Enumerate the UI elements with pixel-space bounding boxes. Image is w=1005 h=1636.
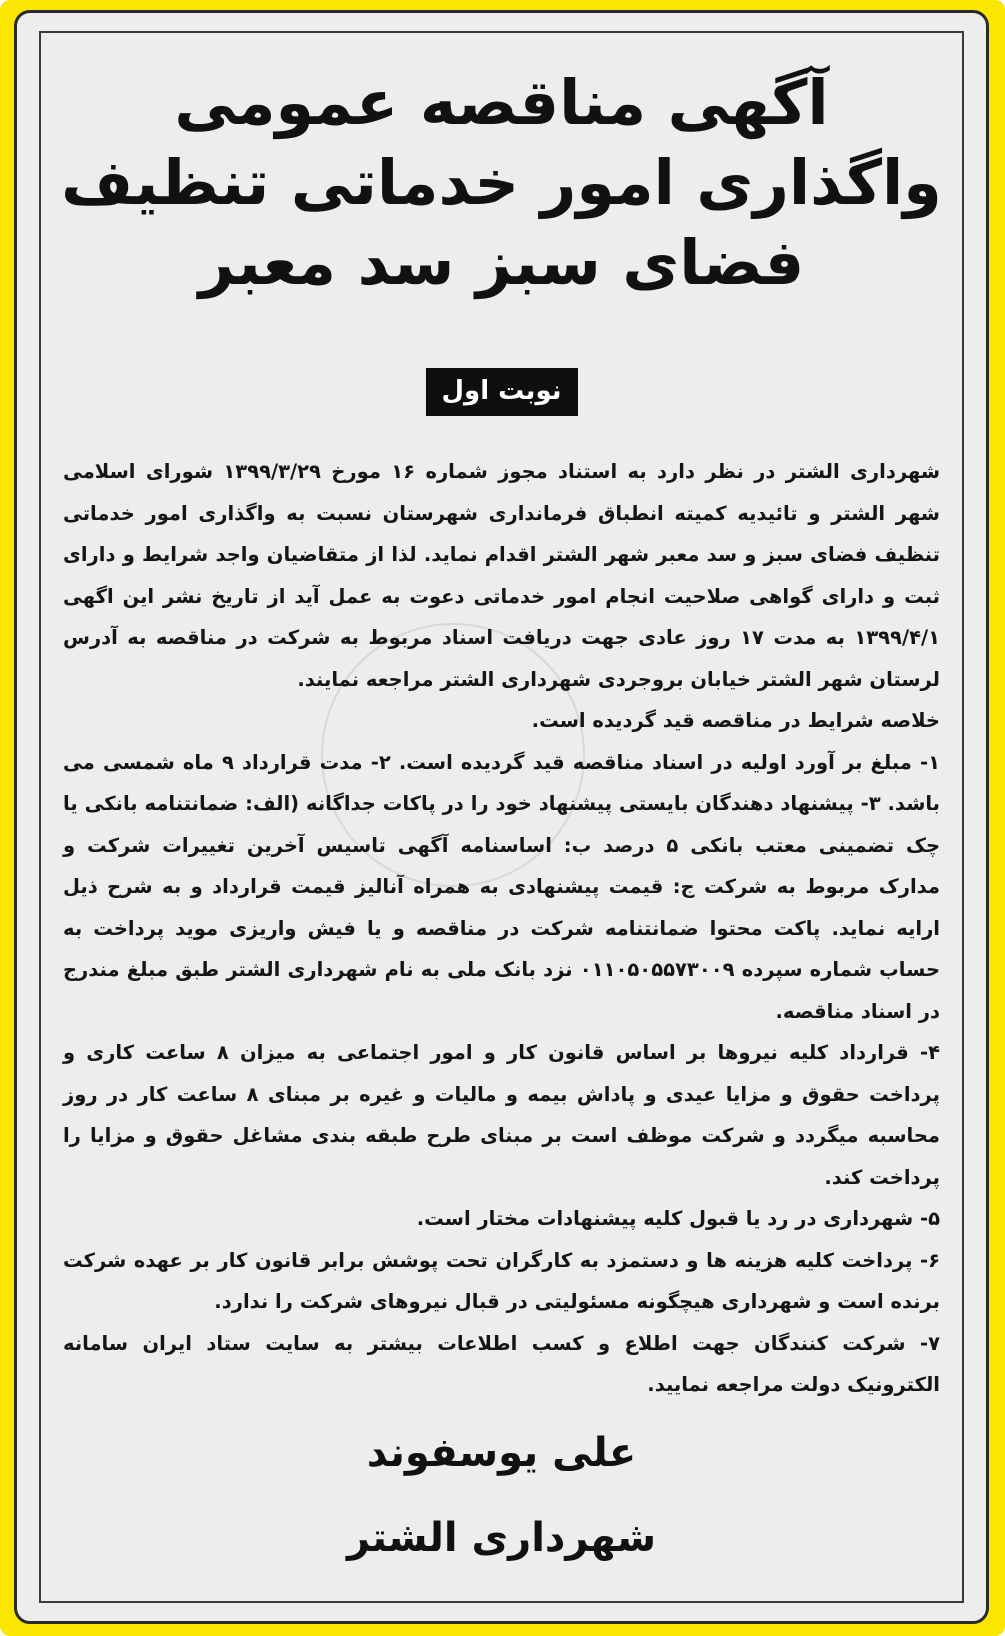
notice-inner-border (39, 31, 964, 1603)
signatory-organization: شهرداری الشتر (346, 1515, 657, 1561)
body-paragraph-intro: شهرداری الشتر در نظر دارد به استناد مجوز شماره ۱۶ مورخ ۱۳۹۹/۳/۲۹ شورای اسلامی شهر الشتر و تائیدیه کمیته انطباق فرمانداری شهرستان نسبت به واگذاری امور خدماتی تنظیف فضای سبز و سد معبر شهر الشتر اقدام نماید. لذا از متقاضیان واجد شرایط و دارای ثبت و دارای گواهی صلاحیت انجام امور خدماتی دعوت به عمل آید از تاریخ نشر این اگهی ۱۳۹۹/۴/۱ به مدت ۱۷ روز عادی جهت دریافت اسناد مربوط به شرکت در مناقصه به آدرس لرستان شهر الشتر خیابان بروجردی شهرداری الشتر مراجعه نمایند. (63, 460, 941, 691)
body-paragraph-item-5: ۵- شهرداری در رد یا قبول کلیه پیشنهادات مختار است. (416, 1207, 940, 1230)
publication-round-badge: نوبت اول (425, 368, 577, 416)
notice-body (63, 451, 940, 1406)
notice-title (41, 63, 962, 303)
body-paragraph-item-7: ۷- شرکت کنندگان جهت اطلاع و کسب اطلاعات بیشتر به سایت ستاد ایران سامانه الکترونیک دولت مراجعه نمایید. (63, 1331, 940, 1396)
body-paragraph-item-6: ۶- پرداخت کلیه هزینه ها و دستمزد به کارگران تحت پوشش برابر قانون کار بر عهده شرکت برنده است و شهرداری هیچگونه مسئولیتی در قبال نیروهای شرکت را ندارد. (63, 1248, 940, 1313)
body-paragraph-items-1-3: ۱- مبلغ بر آورد اولیه در اسناد مناقصه قید گردیده است. ۲- مدت قرارداد ۹ ماه شمسی می باشد. ۳- پیشنهاد دهندگان بایستی پیشنهاد خود را در پاکات جداگانه (الف: ضمانتنامه بانکی یا چک تضمینی معتب بانکی ۵ درصد ب: اساسنامه آگهی تاسیس آخرین تغییرات شرکت و مدارک مربوط به شرکت ج: قیمت پیشنهادی به همراه آنالیز قیمت قرارداد و به شرح ذیل ارایه نماید. پاکت محتوا ضمانتنامه شرکت در مناقصه و یا فیش واریزی موید پرداخت به حساب شماره سپرده ۰۱۱۰۵۰۵۵۷۳۰۰۹ نزد بانک ملی به نام شهرداری الشتر طبق مبلغ مندرج در اسناد مناقصه. (63, 750, 941, 1023)
title-line-2: واگذاری امور خدماتی تنظیف (61, 146, 942, 219)
body-paragraph-item-4: ۴- قرارداد کلیه نیروها بر اساس قانون کار و امور اجتماعی به میزان ۸ ساعت کاری و پرداخت حقوق و مزایا عیدی و پاداش بیمه و مالیات و غیره بر مبنای ۸ ساعت کار در روز محاسبه میگردد و شرکت موظف است بر مبنای طرح طبقه بندی مشاغل حقوق و مزایا را پرداخت کند. (63, 1041, 940, 1189)
title-line-1: آگهی مناقصه عمومی (174, 66, 829, 139)
signature-block (41, 1411, 962, 1581)
title-line-3: فضای سبز سد معبر (198, 226, 805, 299)
body-paragraph-summary: خلاصه شرایط در مناقصه قید گردیده است. (531, 709, 940, 732)
notice-panel (14, 10, 989, 1624)
signatory-name: علی یوسفوند (366, 1430, 637, 1476)
